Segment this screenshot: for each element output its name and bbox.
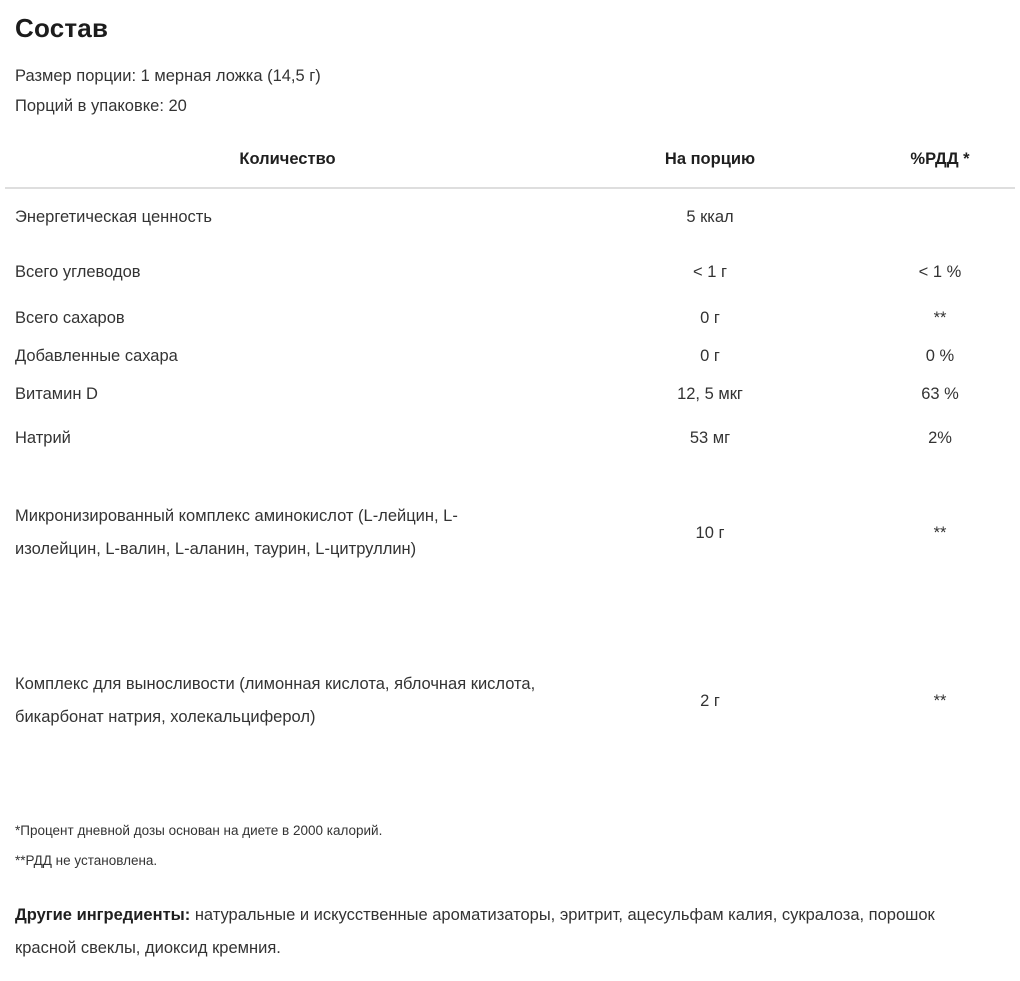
nutrient-name: Всего сахаров	[15, 308, 125, 327]
nutrient-name: Микронизированный комплекс аминокислот (L-лейцин, L-изолейцин, L-валин, L-аланин, таурин, L-цитруллин)	[15, 507, 458, 558]
nutrient-name: Всего углеводов	[15, 262, 141, 281]
nutrient-amount: 2 г	[700, 692, 720, 710]
table-row	[0, 189, 1020, 245]
page-title: Состав	[15, 13, 109, 43]
nutrient-dv: < 1 %	[918, 263, 962, 281]
other-ingredients-text: натуральные и искусственные ароматизаторы, эритрит, ацесульфам калия, сукралоза, порошок красной свеклы, диоксид кремния.	[15, 906, 935, 957]
serving-size: Размер порции: 1 мерная ложка (14,5 г)	[15, 67, 321, 85]
table-row	[0, 375, 1020, 413]
nutrient-amount: < 1 г	[693, 263, 727, 281]
nutrient-amount: 53 мг	[689, 429, 731, 447]
header-amount: Количество	[239, 150, 336, 168]
nutrient-name: Комплекс для выносливости (лимонная кислота, яблочная кислота, бикарбонат натрия, холекальциферол)	[15, 675, 536, 726]
nutrient-dv: **	[933, 692, 947, 710]
table-row	[0, 413, 1020, 463]
nutrition-table-header	[0, 150, 1020, 169]
nutrient-dv: **	[933, 524, 947, 542]
nutrient-name: Энергетическая ценность	[15, 207, 212, 226]
other-ingredients	[0, 899, 1020, 981]
table-row	[0, 245, 1020, 299]
nutrient-amount: 0 г	[700, 347, 720, 365]
other-ingredients-label: Другие ингредиенты:	[15, 906, 191, 924]
nutrient-name: Витамин D	[15, 384, 98, 403]
daily-value-footnote: *Процент дневной дозы основан на диете в 2000 калорий.	[15, 823, 383, 838]
nutrient-dv: **	[933, 309, 947, 327]
header-daily-value: %РДД *	[910, 150, 970, 168]
nutrient-amount: 5 ккал	[686, 208, 734, 226]
serving-info	[0, 63, 1020, 119]
nutrition-table	[0, 150, 1020, 799]
header-per-serving: На порцию	[664, 150, 756, 168]
table-row	[0, 337, 1020, 375]
table-row	[0, 463, 1020, 603]
table-row	[0, 299, 1020, 337]
nutrient-amount: 10 г	[695, 524, 725, 542]
nutrient-amount: 12, 5 мкг	[677, 385, 743, 403]
footnotes	[0, 823, 1020, 869]
nutrient-amount: 0 г	[700, 309, 720, 327]
nutrient-name: Добавленные сахара	[15, 346, 178, 365]
nutrient-dv: 0 %	[925, 347, 955, 365]
servings-per-container: Порций в упаковке: 20	[15, 97, 187, 115]
nutrient-dv: 63 %	[921, 385, 959, 403]
table-row	[0, 603, 1020, 799]
nutrient-dv: 2%	[928, 429, 952, 447]
not-established-footnote: **РДД не установлена.	[15, 853, 158, 868]
nutrient-name: Натрий	[15, 428, 71, 447]
